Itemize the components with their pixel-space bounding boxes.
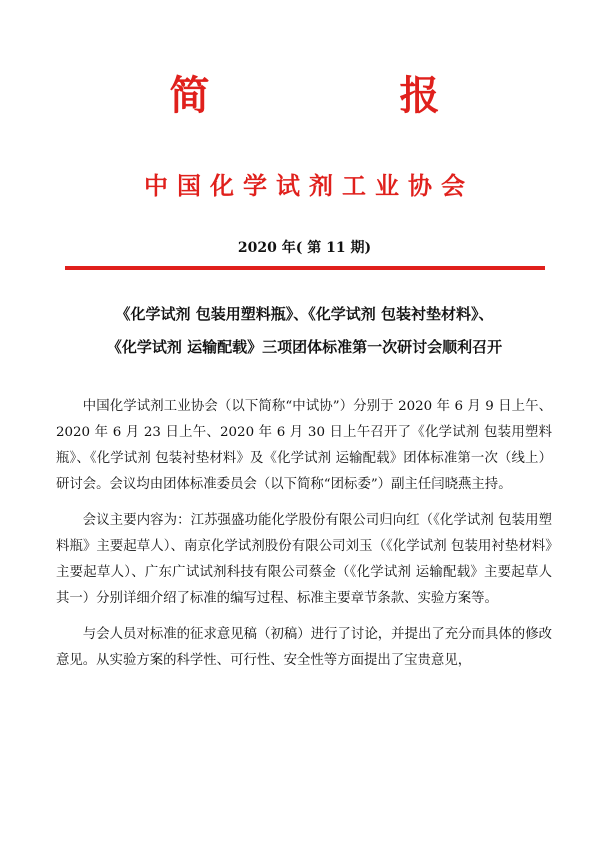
organization-name: 中国化学试剂工业协会 [144, 171, 474, 200]
header-divider [65, 266, 545, 270]
article-headline [40, 298, 569, 364]
headline-line-1: 《化学试剂 包装用塑料瓶》、《化学试剂 包装衬垫材料》、 [115, 305, 494, 323]
paragraph: 中国化学试剂工业协会（以下简称“中试协”）分别于 2020 年 6 月 9 日上午、2020 年 6 月 23 日上午、2020 年 6 月 30 日上午召开了《化学试剂 包装用塑料瓶》、《化学试剂 包装衬垫材料》及《化学试剂 运输配载》团体标准第一次（线上）研讨会。会议均由团体标准委员会（以下简称“团标委”）副主任闫晓燕主持。 [56, 399, 552, 492]
headline-line-2: 《化学试剂 运输配载》三项团体标准第一次研讨会顺利召开 [106, 338, 503, 356]
paragraph: 会议主要内容为：江苏强盛功能化学股份有限公司归向红（《化学试剂 包装用塑料瓶》主要起草人）、南京化学试剂股份有限公司刘玉（《化学试剂 包装用衬垫材料》主要起草人）、广东广试试剂科技有限公司蔡金（《化学试剂 运输配载》主要起草人其一）分别详细介绍了标准的编写过程、标准主要章节条款、实验方案等。 [56, 513, 552, 606]
paragraph: 与会人员对标准的征求意见稿（初稿）进行了讨论，并提出了充分而具体的修改意见。从实验方案的科学性、可行性、安全性等方面提出了宝贵意见， [56, 627, 552, 668]
issue-number: 2020 年( 第 11 期) [237, 240, 372, 256]
article-body [56, 394, 552, 684]
bulletin-title: 简 报 [169, 72, 528, 119]
